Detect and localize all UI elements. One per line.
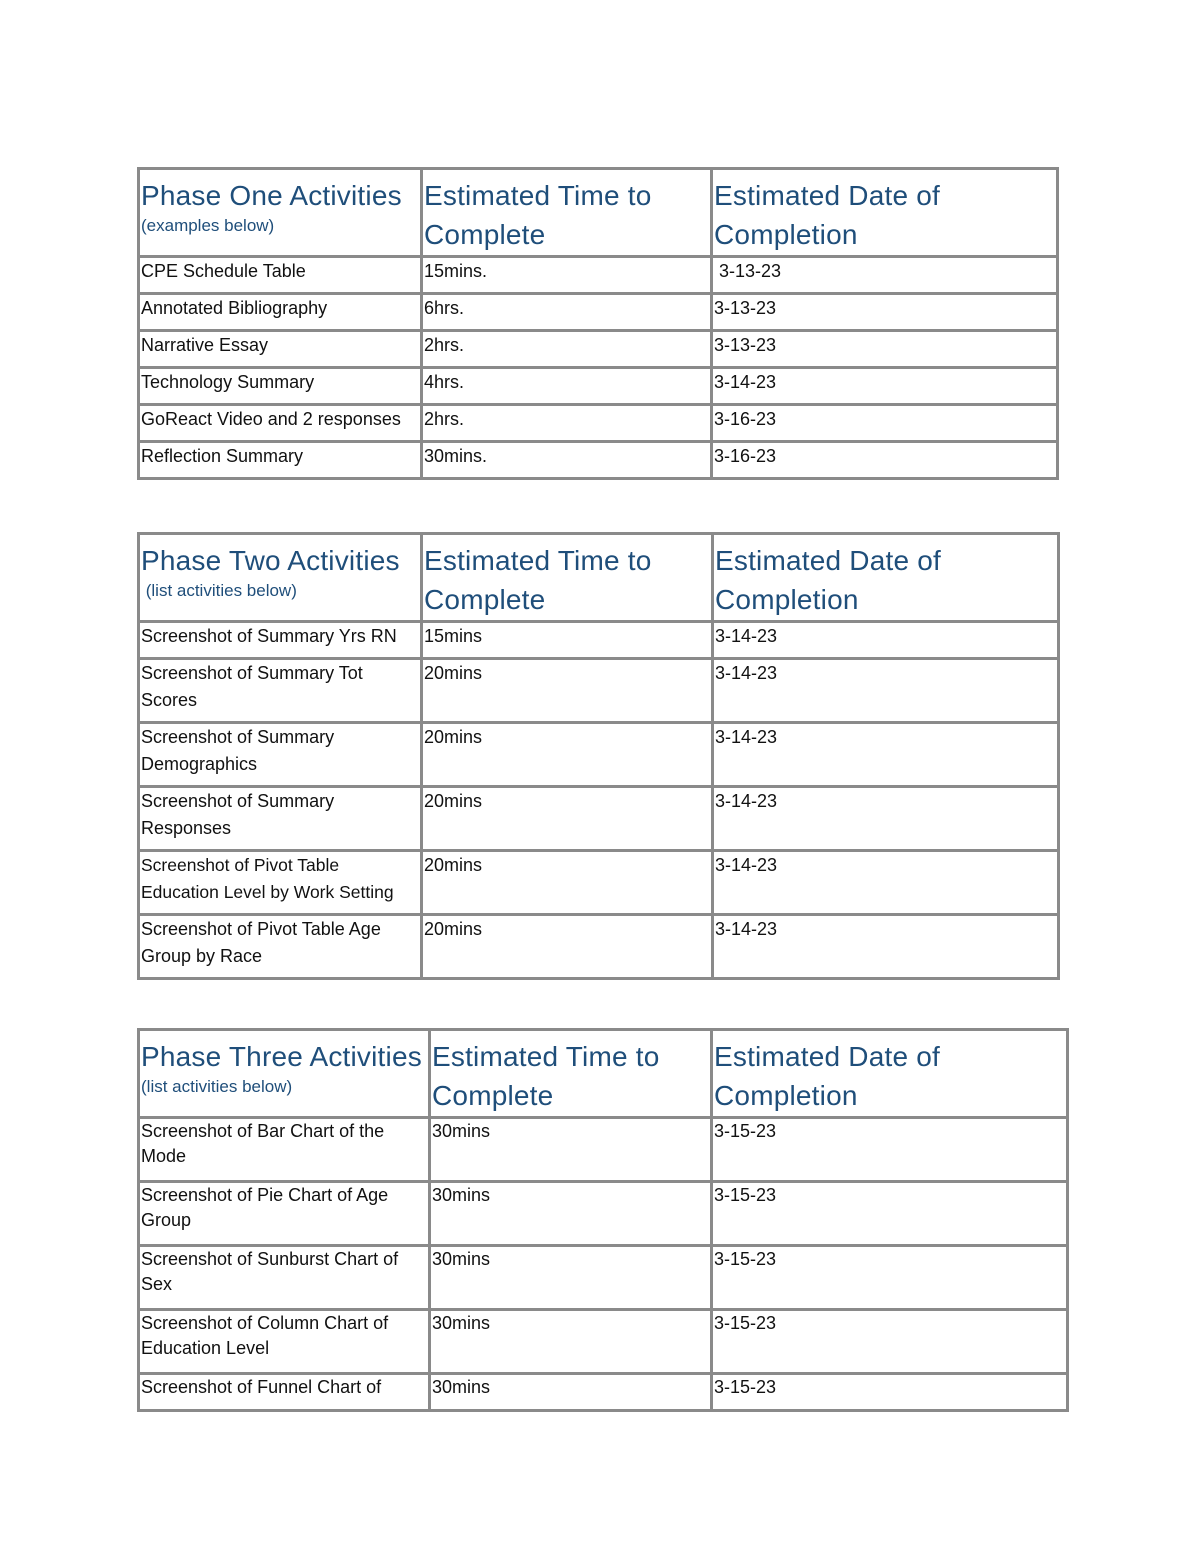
date-cell: 3-16-23 xyxy=(712,405,1058,442)
date-cell: 3-15-23 xyxy=(712,1182,1068,1246)
date-header: Estimated Date of Completion xyxy=(714,180,940,250)
time-cell: 30mins xyxy=(430,1118,712,1182)
table-row xyxy=(139,1246,1068,1310)
time-header: Estimated Time to Complete xyxy=(424,545,652,615)
date-header: Estimated Date of Completion xyxy=(715,545,941,615)
date-cell: 3-16-23 xyxy=(712,442,1058,479)
date-cell: 3-14-23 xyxy=(713,622,1059,659)
phase-two-table xyxy=(137,532,1060,980)
table-row xyxy=(139,257,1058,294)
activity-cell: Annotated Bibliography xyxy=(139,294,422,331)
activity-cell: Screenshot of Column Chart of Education Level xyxy=(139,1310,430,1374)
time-cell: 30mins xyxy=(430,1310,712,1374)
time-cell: 30mins xyxy=(430,1374,712,1411)
time-cell: 30mins xyxy=(430,1182,712,1246)
table-row xyxy=(139,294,1058,331)
activity-cell: Screenshot of Pivot Table Age Group by Race xyxy=(139,915,422,979)
activity-cell: CPE Schedule Table xyxy=(139,257,422,294)
time-cell: 20mins xyxy=(422,915,713,979)
table-header-row xyxy=(139,534,1059,622)
time-header-cell xyxy=(422,534,713,622)
date-cell: 3-15-23 xyxy=(712,1118,1068,1182)
table-row xyxy=(139,405,1058,442)
table-row xyxy=(139,1118,1068,1182)
table-header-row xyxy=(139,1030,1068,1118)
time-cell: 15mins. xyxy=(422,257,712,294)
activity-header: Phase Three Activities xyxy=(141,1041,422,1072)
time-cell: 6hrs. xyxy=(422,294,712,331)
phase-one-table xyxy=(137,167,1059,480)
activity-cell: Screenshot of Summary Demographics xyxy=(139,723,422,787)
activity-header: Phase One Activities xyxy=(141,180,402,211)
activity-header-cell xyxy=(139,534,422,622)
activity-cell: Technology Summary xyxy=(139,368,422,405)
table-row xyxy=(139,915,1059,979)
activity-cell: Reflection Summary xyxy=(139,442,422,479)
table-row xyxy=(139,622,1059,659)
time-cell: 2hrs. xyxy=(422,405,712,442)
activity-header-cell xyxy=(139,169,422,257)
table-row xyxy=(139,851,1059,915)
table-row xyxy=(139,368,1058,405)
date-cell: 3-14-23 xyxy=(713,851,1059,915)
table-header-row xyxy=(139,169,1058,257)
table-row xyxy=(139,723,1059,787)
time-header-cell xyxy=(430,1030,712,1118)
activity-header: Phase Two Activities xyxy=(141,545,400,576)
table-row xyxy=(139,1182,1068,1246)
table-row xyxy=(139,659,1059,723)
time-cell: 15mins xyxy=(422,622,713,659)
activity-header-note: (examples below) xyxy=(141,216,275,235)
date-header-cell xyxy=(713,534,1059,622)
date-cell: 3-15-23 xyxy=(712,1310,1068,1374)
activity-cell: GoReact Video and 2 responses xyxy=(139,405,422,442)
date-cell: 3-13-23 xyxy=(712,294,1058,331)
table-row xyxy=(139,1374,1068,1411)
date-header-cell xyxy=(712,169,1058,257)
date-cell: 3-14-23 xyxy=(713,659,1059,723)
activity-cell: Screenshot of Summary Tot Scores xyxy=(139,659,422,723)
table-row xyxy=(139,1310,1068,1374)
activity-cell: Screenshot of Pivot Table Education Level by Work Setting xyxy=(139,851,422,915)
activity-cell: Screenshot of Funnel Chart of xyxy=(139,1374,430,1411)
time-cell: 20mins xyxy=(422,723,713,787)
date-header: Estimated Date of Completion xyxy=(714,1041,940,1111)
date-cell: 3-13-23 xyxy=(712,257,1058,294)
date-cell: 3-14-23 xyxy=(713,723,1059,787)
date-cell: 3-13-23 xyxy=(712,331,1058,368)
date-header-cell xyxy=(712,1030,1068,1118)
time-cell: 30mins. xyxy=(422,442,712,479)
activity-cell: Screenshot of Summary Responses xyxy=(139,787,422,851)
activity-header-note: (list activities below) xyxy=(141,1077,293,1096)
time-cell: 30mins xyxy=(430,1246,712,1310)
time-cell: 2hrs. xyxy=(422,331,712,368)
time-cell: 4hrs. xyxy=(422,368,712,405)
activity-cell: Screenshot of Bar Chart of the Mode xyxy=(139,1118,430,1182)
time-header: Estimated Time to Complete xyxy=(424,180,652,250)
time-cell: 20mins xyxy=(422,659,713,723)
phase-three-table xyxy=(137,1028,1069,1412)
activity-cell: Narrative Essay xyxy=(139,331,422,368)
table-row xyxy=(139,442,1058,479)
activity-cell: Screenshot of Sunburst Chart of Sex xyxy=(139,1246,430,1310)
activity-cell: Screenshot of Pie Chart of Age Group xyxy=(139,1182,430,1246)
date-cell: 3-14-23 xyxy=(713,915,1059,979)
date-cell: 3-15-23 xyxy=(712,1374,1068,1411)
table-row xyxy=(139,787,1059,851)
time-header: Estimated Time to Complete xyxy=(432,1041,660,1111)
activity-header-cell xyxy=(139,1030,430,1118)
time-header-cell xyxy=(422,169,712,257)
activity-cell: Screenshot of Summary Yrs RN xyxy=(139,622,422,659)
date-cell: 3-15-23 xyxy=(712,1246,1068,1310)
time-cell: 20mins xyxy=(422,787,713,851)
activity-header-note: (list activities below) xyxy=(141,581,297,600)
date-cell: 3-14-23 xyxy=(712,368,1058,405)
time-cell: 20mins xyxy=(422,851,713,915)
table-row xyxy=(139,331,1058,368)
date-cell: 3-14-23 xyxy=(713,787,1059,851)
